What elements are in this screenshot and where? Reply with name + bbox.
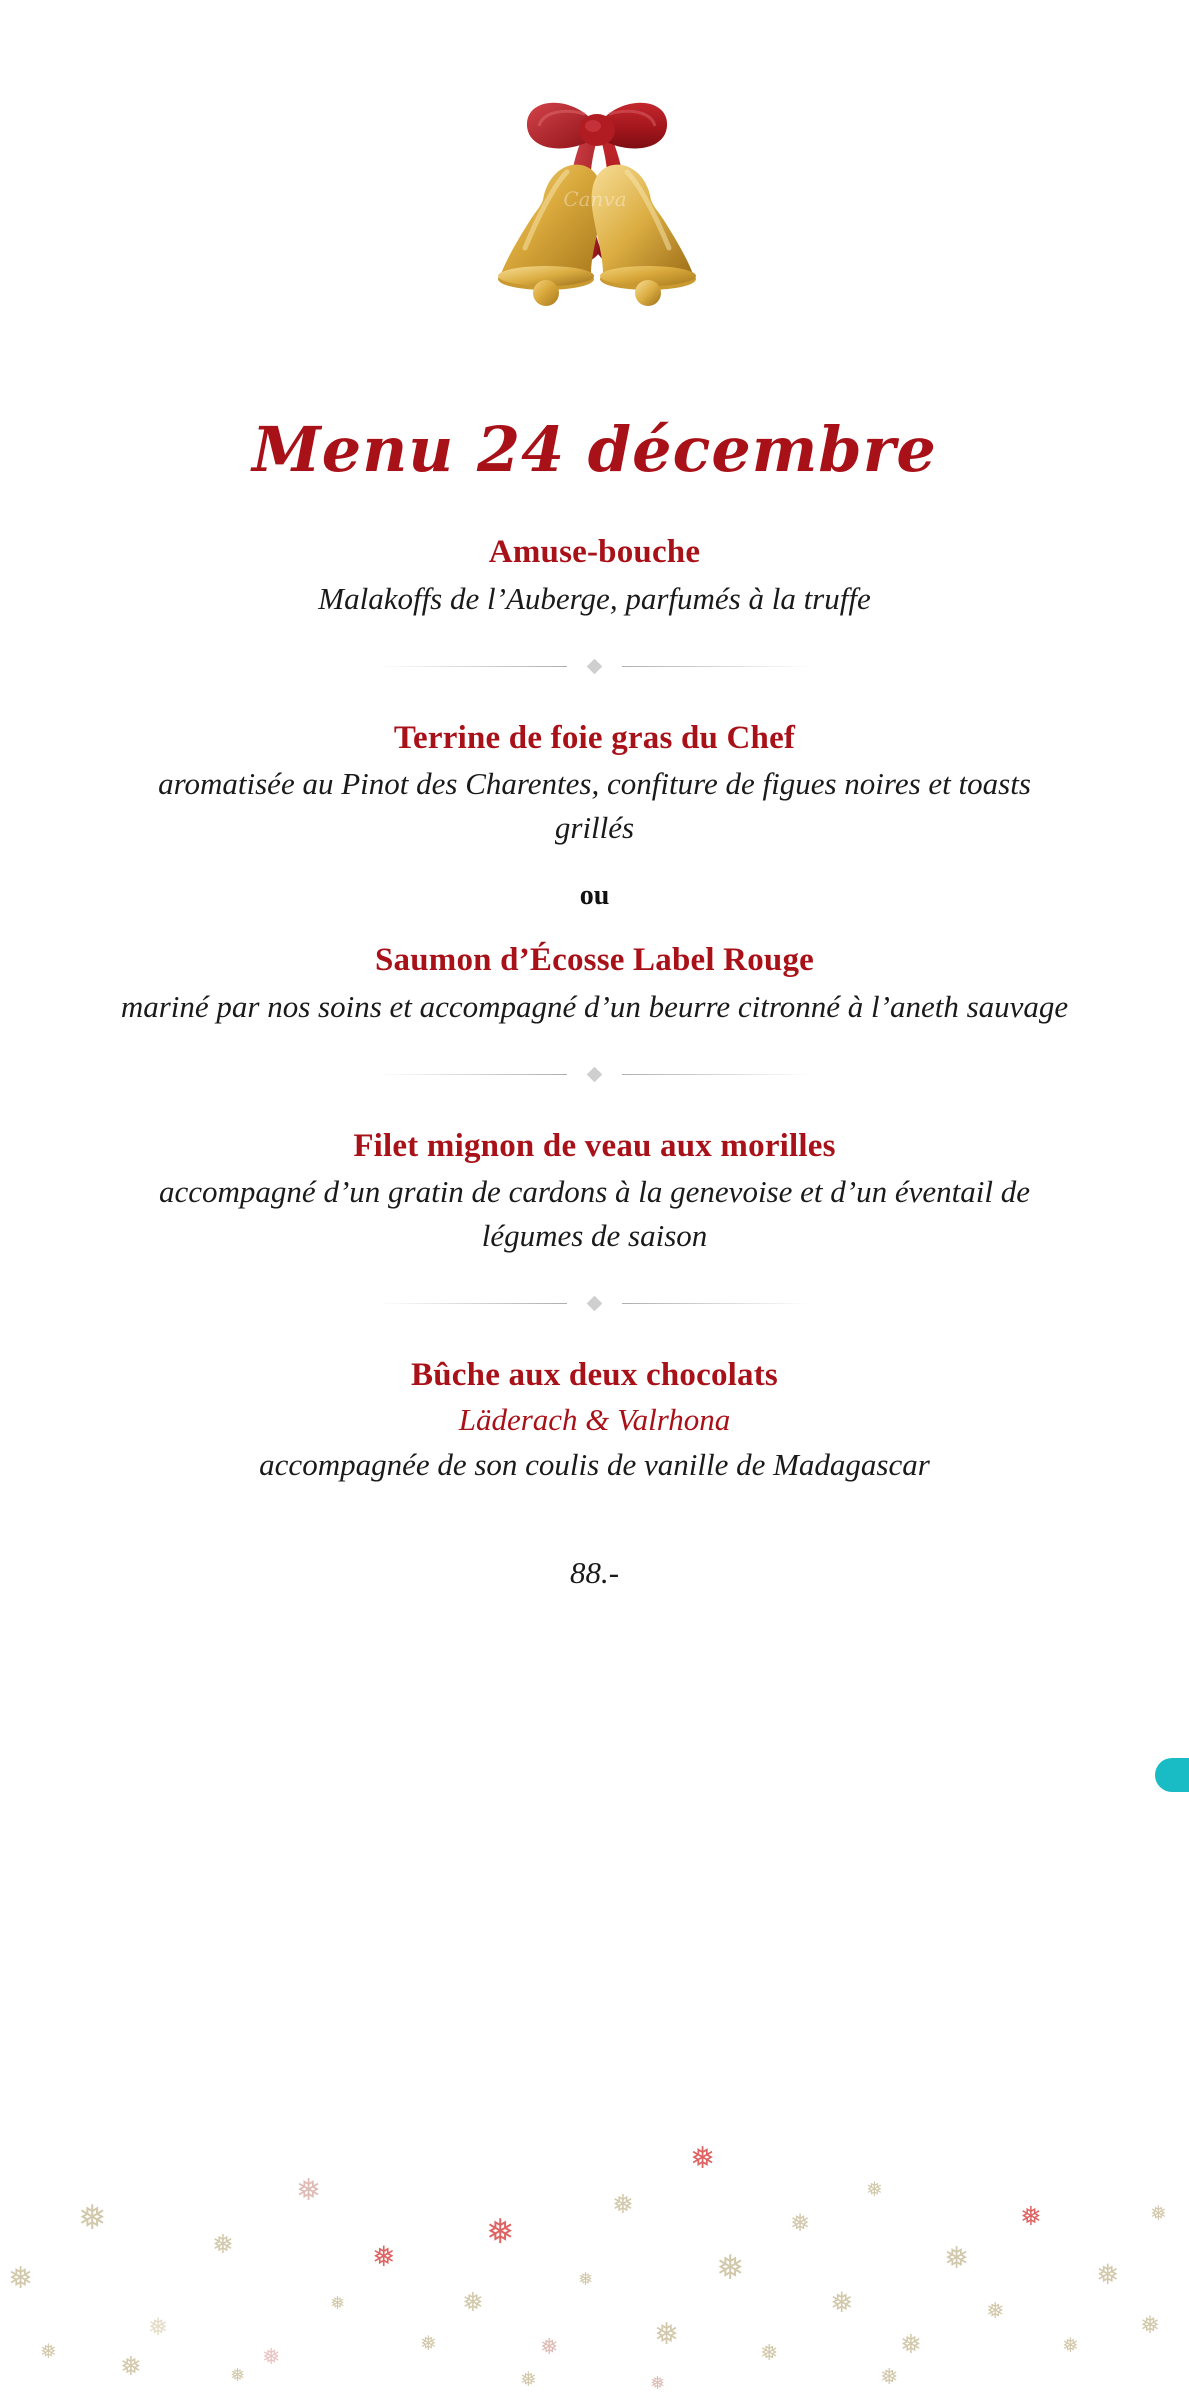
snowflake-icon: ❅ <box>8 2262 34 2295</box>
snowflake-icon: ❅ <box>520 2369 537 2391</box>
course-description: aromatisée au Pinot des Charentes, confiture de figues noires et toasts grillés <box>158 766 1031 846</box>
snowflake-icon: ❅ <box>540 2334 559 2359</box>
snowflake-footer-decoration <box>0 2084 1189 2393</box>
snowflake-icon: ❅ <box>830 2288 854 2319</box>
snowflake-icon: ❅ <box>1140 2313 1161 2339</box>
snowflake-icon: ❅ <box>462 2288 484 2317</box>
snowflake-icon: ❅ <box>120 2352 142 2381</box>
page-title: Menu 24 décembre <box>252 413 937 486</box>
menu-course-filet-mignon <box>120 1124 1069 1259</box>
course-subtitle: Läderach & Valrhona <box>458 1402 731 1438</box>
divider-line-left <box>377 1074 567 1075</box>
course-name: Terrine de foie gras du Chef <box>393 719 796 756</box>
divider-line-right <box>622 1074 812 1075</box>
section-divider <box>120 661 1069 672</box>
christmas-bells-icon <box>415 88 775 358</box>
section-divider <box>120 1069 1069 1080</box>
menu-price: 88.- <box>569 1555 620 1591</box>
snowflake-icon: ❅ <box>40 2341 57 2363</box>
snowflake-icon: ❅ <box>866 2179 883 2201</box>
canva-watermark: Canva <box>562 187 627 211</box>
diamond-icon <box>587 1296 603 1312</box>
snowflake-icon: ❅ <box>212 2230 234 2259</box>
snowflake-icon: ❅ <box>1096 2260 1120 2291</box>
diamond-icon <box>587 658 603 674</box>
course-description: Malakoffs de l’Auberge, parfumés à la truffe <box>318 580 871 616</box>
choice-separator: ou <box>579 880 610 912</box>
divider-line-right <box>622 1303 812 1304</box>
course-name: Amuse-bouche <box>488 534 701 571</box>
menu-body <box>0 530 1189 1591</box>
header-illustration <box>0 0 1189 358</box>
snowflake-icon: ❅ <box>690 2142 716 2175</box>
course-description: mariné par nos soins et accompagné d’un beurre citronné à l’aneth sauvage <box>120 988 1069 1024</box>
snowflake-icon: ❅ <box>790 2211 811 2237</box>
menu-course-foie-gras <box>120 716 1069 851</box>
course-name: Filet mignon de veau aux morilles <box>353 1127 836 1164</box>
snowflake-icon: ❅ <box>944 2242 970 2275</box>
snowflake-icon: ❅ <box>1150 2203 1167 2225</box>
snowflake-icon: ❅ <box>716 2250 745 2287</box>
snowflake-icon: ❅ <box>760 2340 779 2365</box>
divider-line-left <box>377 1303 567 1304</box>
snowflake-icon: ❅ <box>78 2200 107 2237</box>
section-divider <box>120 1298 1069 1309</box>
course-description: accompagnée de son coulis de vanille de Madagascar <box>259 1447 930 1483</box>
snowflake-icon: ❅ <box>900 2330 922 2359</box>
snowflake-icon: ❅ <box>262 2344 281 2369</box>
side-handle[interactable] <box>1155 1758 1189 1792</box>
snowflake-icon: ❅ <box>1020 2202 1042 2231</box>
snowflake-icon: ❅ <box>486 2214 515 2251</box>
snowflake-icon: ❅ <box>880 2364 899 2389</box>
snowflake-icon: ❅ <box>296 2174 322 2207</box>
snowflake-icon: ❅ <box>330 2293 346 2313</box>
course-description: accompagné d’un gratin de cardons à la genevoise et d’un éventail de légumes de saison <box>159 1174 1030 1254</box>
snowflake-icon: ❅ <box>578 2269 594 2289</box>
menu-course-buche <box>120 1353 1069 1487</box>
snowflake-icon: ❅ <box>654 2318 680 2351</box>
snowflake-icon: ❅ <box>1062 2335 1079 2357</box>
snowflake-icon: ❅ <box>650 2373 666 2393</box>
snowflake-icon: ❅ <box>148 2315 169 2341</box>
divider-line-right <box>622 666 812 667</box>
snowflake-icon: ❅ <box>986 2298 1005 2323</box>
course-name: Bûche aux deux chocolats <box>411 1357 778 1394</box>
divider-line-left <box>377 666 567 667</box>
snowflake-icon: ❅ <box>612 2190 634 2219</box>
menu-course-saumon <box>120 938 1069 1029</box>
snowflake-icon: ❅ <box>372 2242 396 2273</box>
course-name: Saumon d’Écosse Label Rouge <box>374 942 815 979</box>
menu-course-amuse-bouche <box>120 530 1069 621</box>
diamond-icon <box>587 1067 603 1083</box>
snowflake-icon: ❅ <box>230 2365 246 2385</box>
snowflake-icon: ❅ <box>420 2333 437 2355</box>
